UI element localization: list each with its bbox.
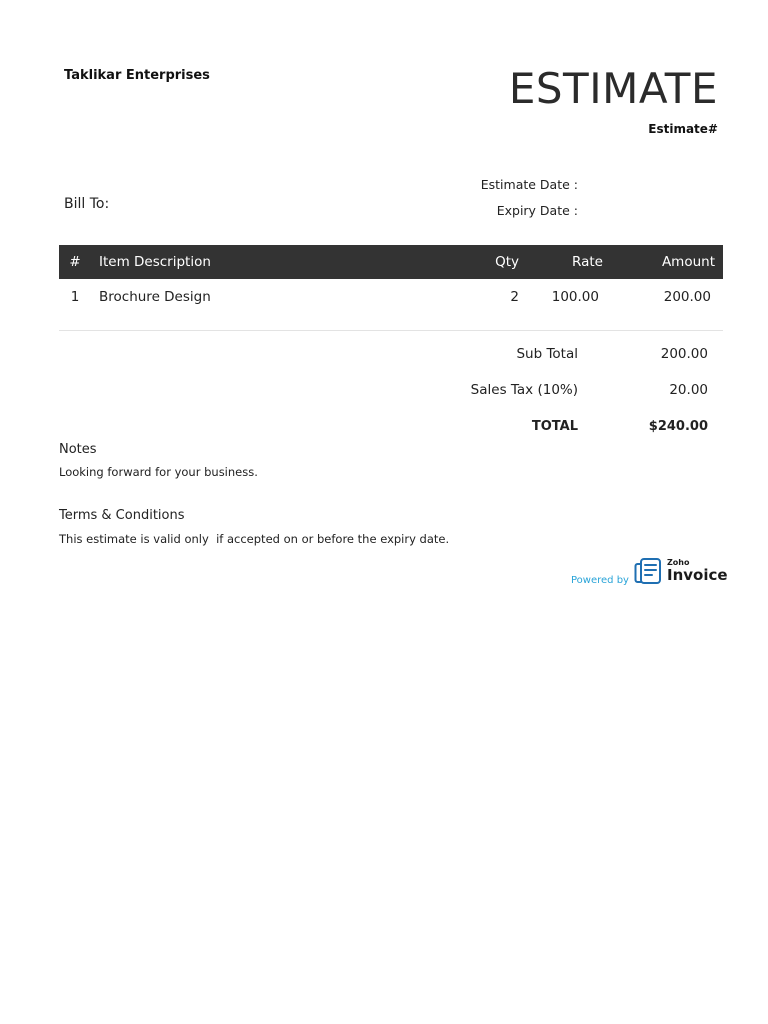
items-table (59, 245, 723, 314)
zoho-brand-big: Invoice (667, 566, 728, 584)
estimate-date-label: Estimate Date : (480, 177, 578, 192)
total-label: TOTAL (531, 418, 578, 434)
company-name: Taklikar Enterprises (64, 68, 210, 83)
row-description: Brochure Design (99, 288, 211, 305)
row-rate: 100.00 (551, 288, 599, 305)
table-row (59, 279, 723, 314)
estimate-number-label: Estimate# (648, 122, 718, 136)
subtotal-value: 200.00 (660, 346, 708, 362)
expiry-date-label: Expiry Date : (496, 203, 578, 218)
powered-by-label: Powered by (571, 575, 629, 586)
notes-heading: Notes (59, 442, 97, 457)
subtotal-row (400, 336, 723, 372)
zoho-invoice-logo[interactable] (634, 557, 728, 585)
header-amount: Amount (661, 254, 715, 270)
terms-text: This estimate is valid only if accepted on or before the expiry date. (59, 532, 450, 546)
zoho-wordmark (667, 559, 728, 583)
bill-to-label: Bill To: (64, 196, 110, 212)
header-item-description: Item Description (99, 254, 211, 270)
header-number: # (69, 254, 81, 270)
subtotal-label: Sub Total (516, 346, 578, 362)
total-value: $240.00 (648, 418, 708, 434)
zoho-invoice-icon (634, 557, 662, 585)
table-header-row (59, 245, 723, 279)
document-title: ESTIMATE (508, 64, 718, 113)
notes-text: Looking forward for your business. (59, 465, 258, 479)
row-amount: 200.00 (663, 288, 711, 305)
header-rate: Rate (572, 254, 603, 270)
tax-label: Sales Tax (10%) (470, 382, 578, 398)
total-row (400, 408, 723, 444)
header-qty: Qty (495, 254, 519, 270)
table-divider (59, 330, 723, 331)
terms-heading: Terms & Conditions (59, 508, 185, 523)
row-number: 1 (70, 288, 80, 305)
zoho-brand-small: Zoho (667, 558, 690, 567)
tax-value: 20.00 (669, 382, 708, 398)
totals-section (400, 336, 723, 444)
tax-row (400, 372, 723, 408)
row-qty: 2 (510, 288, 519, 305)
